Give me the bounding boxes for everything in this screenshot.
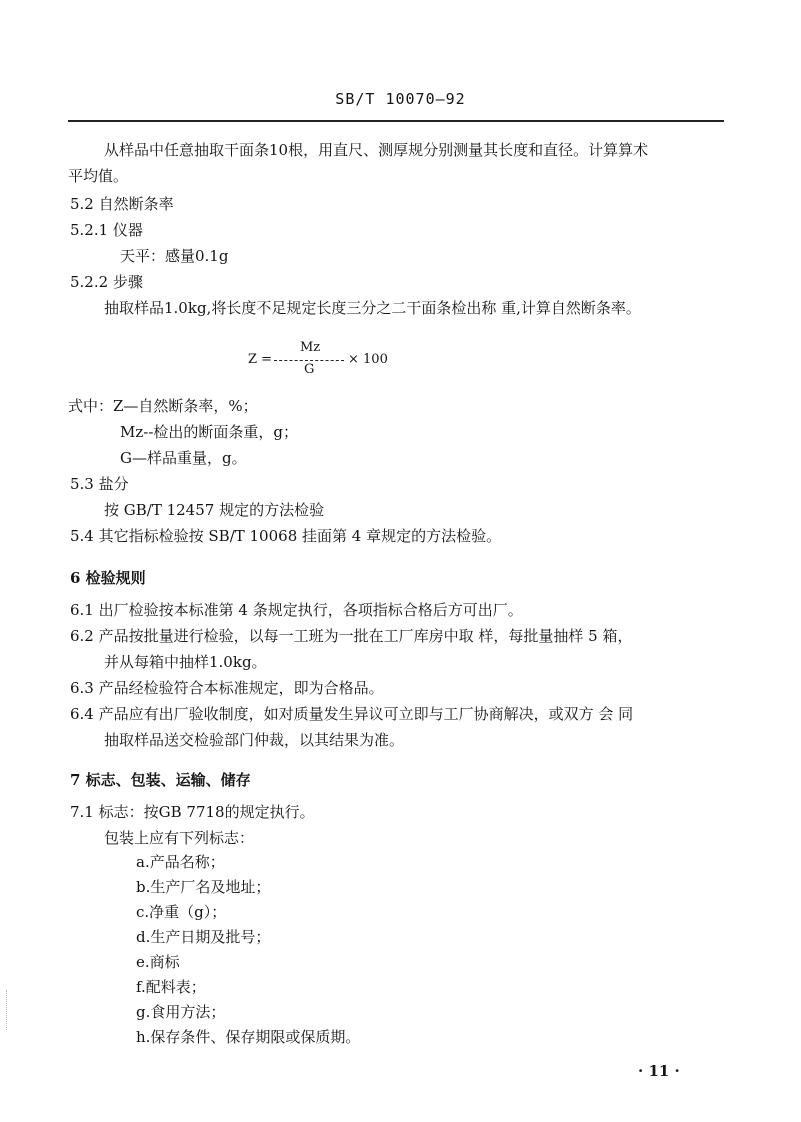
formula-numerator: Mz (300, 340, 321, 355)
section-7-heading: 7 标志、包装、运输、储存 (70, 771, 251, 789)
break-rate-formula (248, 340, 418, 380)
section-6-2-line-1: 6.2 产品按批量进行检验，以每一工班为一批在工厂库房中取 样，每批量抽样 5 箱， (70, 627, 633, 645)
section-7-1-intro: 包装上应有下列标志： (104, 829, 255, 847)
section-5-4: 5.4 其它指标检验按 SB/T 10068 挂面第 4 章规定的方法检验。 (70, 527, 502, 545)
intro-line-1: 从样品中任意抽取干面条10根，用直尺、测厚规分别测量其长度和直径。计算算术 (104, 141, 649, 159)
section-5-2-1-heading: 5.2.1 仪器 (70, 221, 143, 239)
where-mz: Mz--检出的断面条重，g； (120, 423, 299, 441)
section-6-3: 6.3 产品经检验符合本标准规定，即为合格品。 (70, 679, 384, 697)
section-6-4-line-2: 抽取样品送交检验部门仲裁，以其结果为准。 (104, 731, 405, 749)
where-z: 式中：Z—自然断条率，%； (68, 397, 258, 415)
label-item: e.商标 (136, 953, 180, 971)
label-item: a.产品名称； (136, 853, 225, 871)
label-item: c.净重（g）； (136, 903, 227, 921)
label-item: h.保存条件、保存期限或保质期。 (136, 1028, 361, 1046)
section-6-1: 6.1 出厂检验按本标准第 4 条规定执行，各项指标合格后方可出厂。 (70, 601, 523, 619)
label-item: b.生产厂名及地址； (136, 878, 271, 896)
section-5-2-2-body: 抽取样品1.0kg,将长度不足规定长度三分之二干面条检出称 重,计算自然断条率。 (104, 299, 641, 317)
standard-code-header: SB/T 10070—92 (335, 90, 466, 108)
formula-denominator: G (304, 362, 315, 377)
section-7-1: 7.1 标志：按GB 7718的规定执行。 (70, 803, 315, 821)
section-6-4-line-1: 6.4 产品应有出厂验收制度，如对质量发生异议可立即与工厂协商解决，或双方 会 同 (70, 705, 634, 723)
section-5-2-heading: 5.2 自然断条率 (70, 195, 174, 213)
section-5-3-body: 按 GB/T 12457 规定的方法检验 (104, 501, 325, 519)
label-item: d.生产日期及批号； (136, 928, 271, 946)
formula-lhs: Z = (248, 352, 273, 367)
page-number: · 11 · (638, 1062, 680, 1080)
scan-margin-mark (6, 990, 8, 1030)
where-g: G—样品重量，g。 (120, 449, 247, 467)
section-5-2-1-body: 天平：感量0.1g (120, 247, 229, 265)
intro-line-2: 平均值。 (68, 167, 129, 185)
section-6-heading: 6 检验规则 (70, 569, 146, 587)
section-5-2-2-heading: 5.2.2 步骤 (70, 273, 143, 291)
header-rule (68, 120, 724, 122)
formula-rhs: × 100 (348, 352, 388, 367)
fraction-bar (274, 360, 344, 361)
section-6-2-line-2: 并从每箱中抽样1.0kg。 (104, 653, 267, 671)
label-item: g.食用方法； (136, 1003, 226, 1021)
section-5-3-heading: 5.3 盐分 (70, 475, 129, 493)
label-item: f.配料表； (136, 978, 206, 996)
